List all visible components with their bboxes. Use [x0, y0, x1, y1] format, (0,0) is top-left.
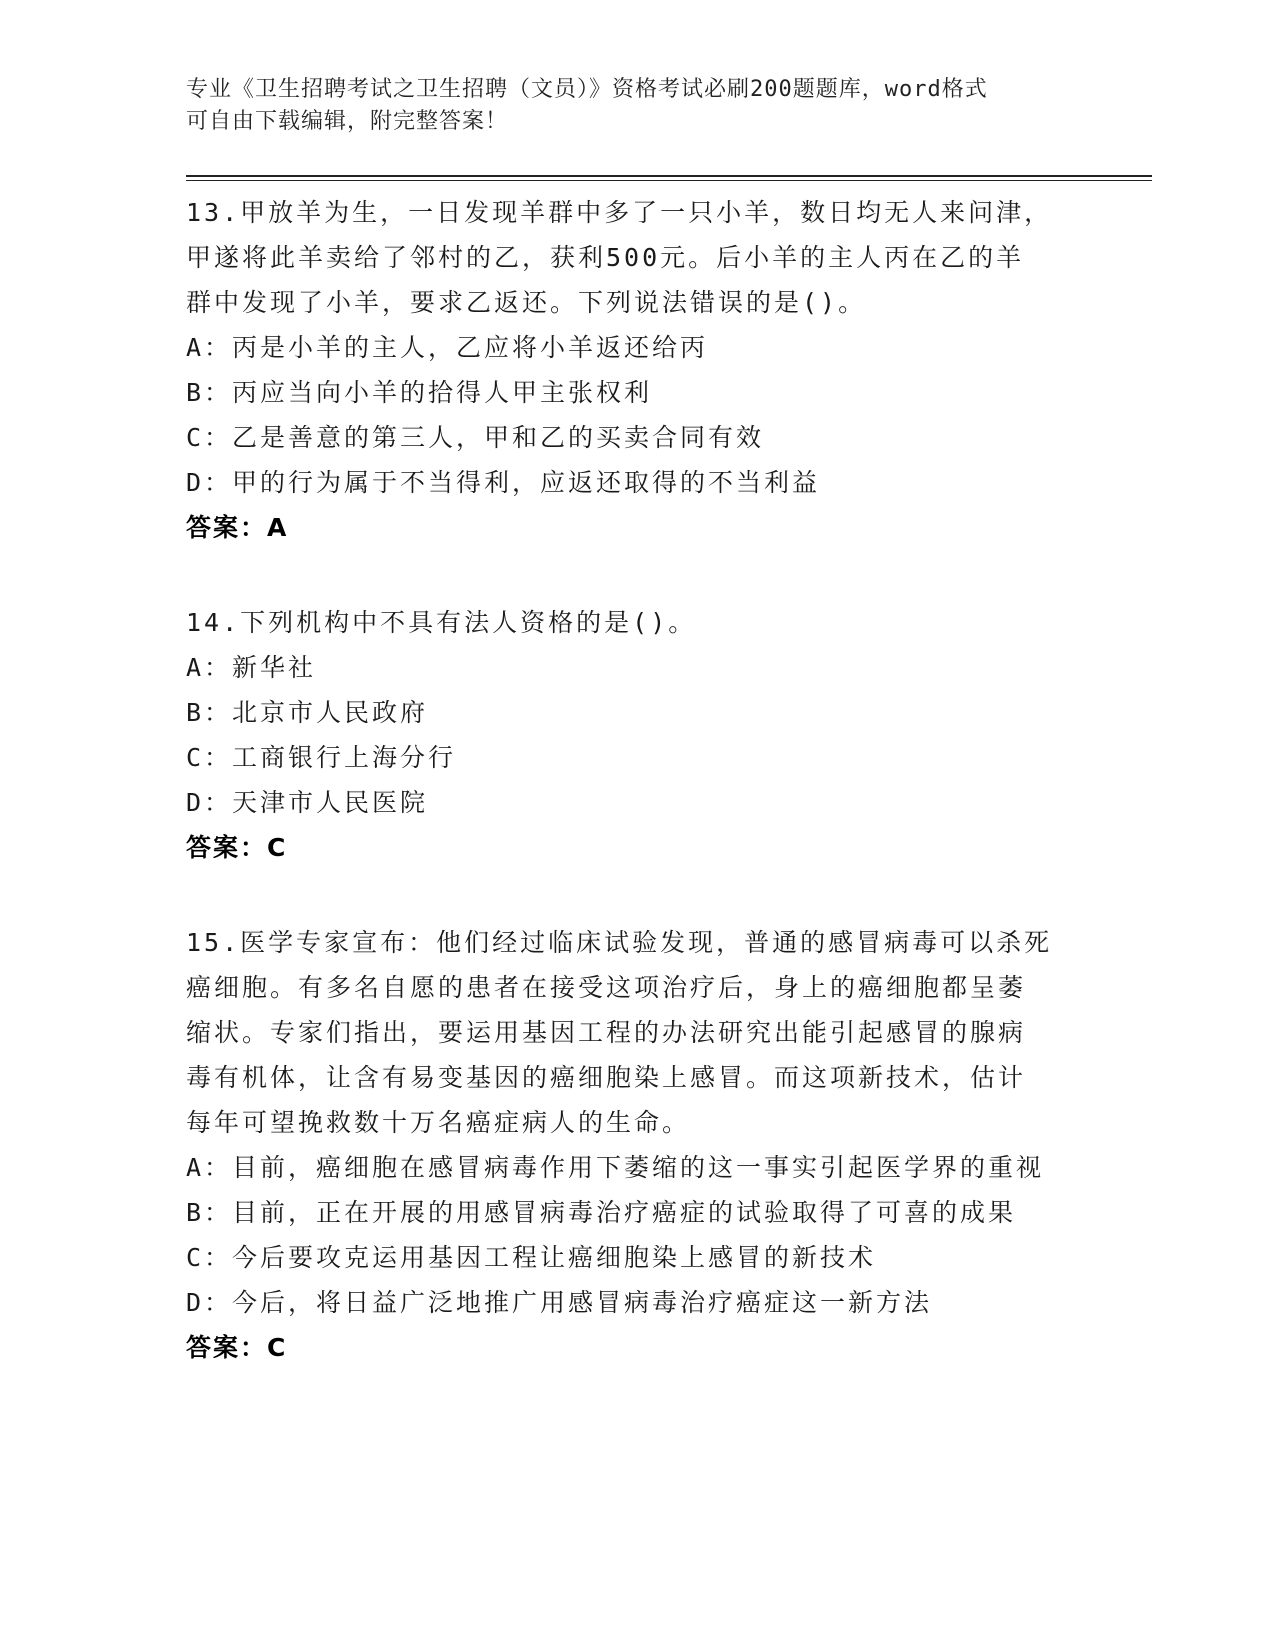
question-stem-line: 癌细胞。有多名自愿的患者在接受这项治疗后，身上的癌细胞都呈萎	[186, 973, 1027, 1002]
option-d: D：天津市人民医院	[186, 788, 429, 817]
header-divider-thick	[186, 175, 1152, 177]
option-b: B：目前，正在开展的用感冒病毒治疗癌症的试验取得了可喜的成果	[186, 1198, 1017, 1227]
question-stem-line: 毒有机体，让含有易变基因的癌细胞染上感冒。而这项新技术，估计	[186, 1063, 1027, 1092]
question-stem-line: 缩状。专家们指出，要运用基因工程的办法研究出能引起感冒的腺病	[186, 1018, 1027, 1047]
question-stem-line: 群中发现了小羊，要求乙返还。下列说法错误的是()。	[186, 288, 867, 317]
answer-label: 答案：C	[186, 1333, 288, 1362]
option-d: D：今后，将日益广泛地推广用感冒病毒治疗癌症这一新方法	[186, 1288, 933, 1317]
header-divider-thin	[186, 180, 1152, 181]
option-a: A：目前，癌细胞在感冒病毒作用下萎缩的这一事实引起医学界的重视	[186, 1153, 1045, 1182]
header-line-2: 可自由下载编辑，附完整答案！	[186, 109, 509, 134]
question-13	[186, 190, 1146, 550]
option-a: A：新华社	[186, 653, 317, 682]
question-list	[186, 190, 1146, 1420]
option-b: B：北京市人民政府	[186, 698, 429, 727]
header-line-1: 专业《卫生招聘考试之卫生招聘（文员）》资格考试必刷200题题库，word格式	[186, 77, 988, 102]
answer-label: 答案：C	[186, 833, 288, 862]
option-b: B：丙应当向小羊的拾得人甲主张权利	[186, 378, 653, 407]
question-stem-line: 14.下列机构中不具有法人资格的是()。	[186, 608, 697, 637]
question-15	[186, 920, 1146, 1370]
option-d: D：甲的行为属于不当得利，应返还取得的不当利益	[186, 468, 821, 497]
question-stem-line: 甲遂将此羊卖给了邻村的乙，获利500元。后小羊的主人丙在乙的羊	[186, 243, 1025, 272]
question-stem-line: 15.医学专家宣布：他们经过临床试验发现，普通的感冒病毒可以杀死	[186, 928, 1053, 957]
option-c: C：乙是善意的第三人，甲和乙的买卖合同有效	[186, 423, 765, 452]
option-c: C：今后要攻克运用基因工程让癌细胞染上感冒的新技术	[186, 1243, 877, 1272]
answer-label: 答案：A	[186, 513, 289, 542]
option-c: C：工商银行上海分行	[186, 743, 457, 772]
document-header	[186, 74, 1086, 138]
question-14	[186, 600, 1146, 870]
question-stem-line: 13.甲放羊为生，一日发现羊群中多了一只小羊，数日均无人来问津，	[186, 198, 1053, 227]
question-stem-line: 每年可望挽救数十万名癌症病人的生命。	[186, 1108, 691, 1137]
option-a: A：丙是小羊的主人，乙应将小羊返还给丙	[186, 333, 709, 362]
